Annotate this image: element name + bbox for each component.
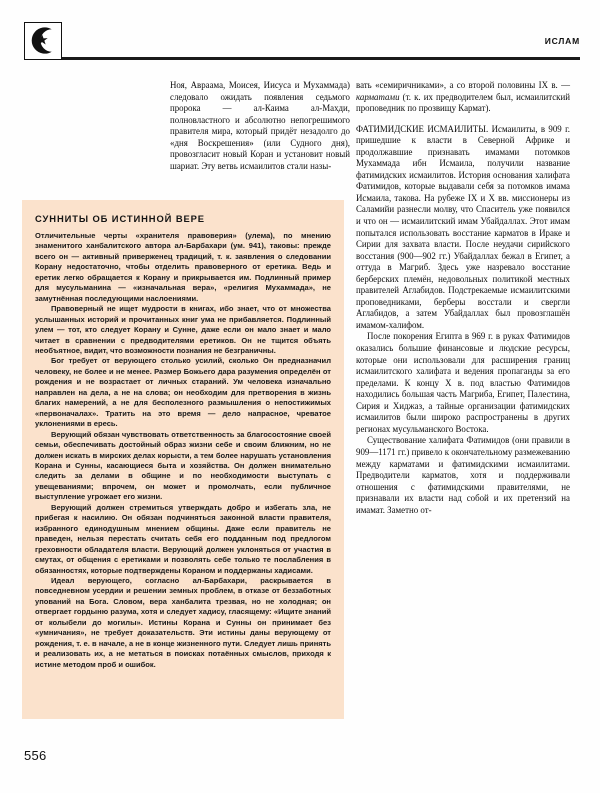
- sidebar-paragraph: Бог требует от верующего столько усилий, сколько Он предназначил человеку, не более и не менее. Размер Божьего дара разумения определён от рождения и не возрастает от личных стараний. Ум человека изначально направлен на дела, а не на слова; он необходим для претворения в жизнь благих намерений, а не для бесполезного размышления о непостижимых «первоначалах». Тратить на это время — дело напрасное, чреватое уклонениями в ересь.: [35, 356, 331, 429]
- sidebar-paragraph: Верующий должен стремиться утверждать добро и избегать зла, не прибегая к насилию. Он обязан подчиняться законной власти правителя, избранного единодушным мнением общины. Даже если правитель не праведен, нельзя перестать считать себя его подданным под предлогом греховности обладателя власти. Верующий должен уклоняться от участия в смутах, от общения с еретиками и позволять себе только те послабления в обязанностях, которые подтверждены Кораном и поддержаны хадисами.: [35, 502, 331, 575]
- right-column-continued-paragraph: вать «семиричниками», а со второй половины IX в. — карматами (т. к. их предводителем был, исмаилитский проповедник по прозвищу Кармат).: [356, 80, 570, 114]
- star-and-crescent-icon: [24, 22, 62, 60]
- right-text-column: [356, 80, 570, 516]
- sidebar-paragraph: Верующий обязан чувствовать ответственность за благосостояние своей семьи, обеспечивать достойный образ жизни себе и своим ближним, но не должен искать в мирских делах корысти, а тем более нарушать установления Корана и Сунны, касающиеся быта и хозяйства. Он должен внимательно следить за делами в общине и по необходимости выступать с увещеваниями; впрочем, он может и промолчать, если публичное выступление угрожает его жизни.: [35, 429, 331, 502]
- sidebar-box-title: СУННИТЫ ОБ ИСТИННОЙ ВЕРЕ: [35, 213, 205, 224]
- left-column-continued-paragraph: Ноя, Авраама, Моисея, Иисуса и Мухаммада) следовало ожидать появления седьмого пророка — ал-Каима ал-Махди, полновластного и абсолютно непогрешимого правителя мира, который придёт незадолго до «дня Воскрешения» (или Судного дня), провозгласит новый Коран и установит новый шариат. Эту ветвь исмаилитов стали назы-: [170, 80, 350, 171]
- sidebar-paragraph: Идеал верующего, согласно ал-Барбахари, раскрывается в повседневном усердии и решении земных проблем, в отказе от беззаботных упований на Бога. Словом, вера ханбалита трезвая, но не холодная; он отвергает гордыню разума, хотя и следует хадису, гласящему: «Ищите знаний от колыбели до могилы». Истины Корана и Сунны он принимает без «умничания», не требует доказательств. Эти истины даны верующему от рождения, т. е. в начале, а не в конце жизненного пути. Следует лишь принять и реализовать их, а не метаться в поисках потаённых смыслов, приходя к истине методом проб и ошибок.: [35, 575, 331, 669]
- paragraph-spacer: [356, 115, 570, 124]
- entry-paragraph-1: Исмаилиты, в 909 г. пришедшие к власти в Северной Африке и продолжавшие признавать имамами потомков Мухаммада ибн Исмаила, получили название фатимидских исмаилитов. История основания халифата Фатимидов, которые выдавали себя за потомков имама Исмаила, такова. На рубеже IX и X вв. миссионеры из Саламийи разнесли молву, что Спаситель уже появился и что он — исмаилитский имам Убайдаллах. Этот имам попытался использовать восстание карматов в Ираке и Сирии для захвата власти. После неудачи сирийского восстания (900—902 гг.) Убайдаллах бежал в Египет, а оттуда в Магриб. Здесь уже назревало восстание берберских племён, недовольных политикой местных правителей Аглабидов. Подстрекаемые исмаилитскими проповедниками, берберы восстали и свергли Аглабидов, а затем Убайдаллах был провозглашён имамом-халифом.: [356, 123, 570, 330]
- entry-paragraph-3: Существование халифата Фатимидов (они правили в 909—1171 гг.) привело к окончательному размежеванию между карматами и фатимидскими исмаилитами. Предводители карматов, хотя и поддерживали отношения с фатимидскими правителями, не признавали их власти над собой и их претензий на имамат. Заметно от-: [356, 435, 570, 515]
- sidebar-paragraph: Отличительные черты «хранителя правоверия» (улема), по мнению знаменитого ханбалитского автора ал-Барбахари (ум. 941), таковы: прежде всего он — активный приверженец традиций, т. к. заявления о следовании Корану недостаточно, чтобы отделить правоверного от еретика. Ведь и еретик легко обращается к Корану и прикрывается им. Подлинный пример для мусульманина — «изначальная вера», «религия Мухаммада», не замутнённая последующими наслоениями.: [35, 231, 331, 303]
- sidebar-callout-box: [22, 200, 344, 719]
- left-text-column: [170, 80, 350, 172]
- sidebar-box-body: [35, 231, 331, 670]
- header-divider-rule: [62, 57, 580, 60]
- page-number: 556: [24, 748, 47, 763]
- entry-paragraph-2: После покорения Египта в 969 г. в руках Фатимидов оказались большие финансовые и людские ресурсы, которые они использовали для расширения границ исмаилитского халифата и ведения пропаганды за его пределами. К концу X в. под властью Фатимидов находились большая часть Магриба, Египет, Палестина, Сирия и Хиджаз, а тайные организации фатимидских исмаилитов были широко распространены в других регионах мусульманского Востока.: [356, 331, 570, 434]
- entry-fatimid-ismailis: [356, 124, 570, 332]
- page-header: [24, 22, 580, 62]
- entry-heading: ФАТИМИДСКИЕ ИСМАИЛИТЫ.: [356, 123, 489, 134]
- sidebar-paragraph: Правоверный не ищет мудрости в книгах, ибо знает, что от множества услышанных историй и прочитанных книг ума не прибавляется. Подлинный улем — тот, кто следует Корану и Сунне, даже если он мало знает и мало читает в сравнении с предводителями еретиков. Он не тщится объять необъятное, видит, что возможности познания не безграничны.: [35, 304, 331, 355]
- running-head-title: ИСЛАМ: [544, 36, 580, 46]
